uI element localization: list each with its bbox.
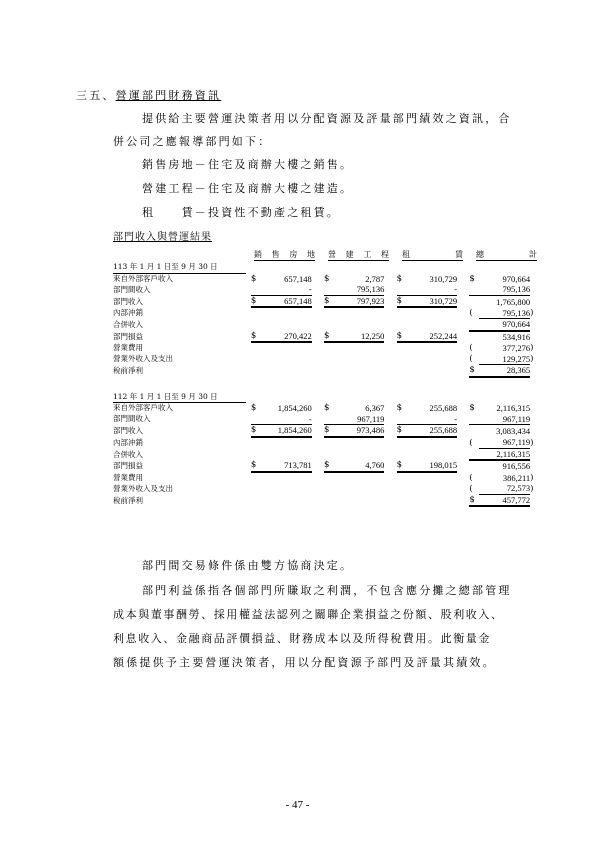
paren-close: ) [530, 483, 534, 494]
cell-lease: 310,729 [406, 295, 457, 307]
cell-total: 970,664 [502, 273, 531, 284]
cell-total: 28,365 [479, 365, 530, 377]
cell-sales: 1,854,260 [261, 425, 312, 437]
cell-pad [457, 472, 465, 484]
currency-sign [397, 365, 407, 377]
cell-pad [457, 307, 465, 319]
cell-total: 795,136 [479, 284, 530, 295]
table-row [113, 460, 538, 472]
currency-sign [469, 331, 479, 343]
table-row [113, 331, 538, 343]
cell-construction [334, 448, 385, 460]
col-header-sales: 銷售房地 [254, 250, 315, 259]
cell-pad [530, 331, 538, 343]
currency-sign [397, 414, 407, 425]
cell-total: 72,573 [479, 483, 530, 494]
cell-pad [312, 460, 320, 472]
currency-sign [469, 414, 479, 425]
note-profit-line-1: 部門利益係指各個部門所賺取之利潤，不包含應分攤之總部管理 [142, 584, 512, 597]
cell-total: 129,275 [479, 354, 530, 365]
currency-sign [469, 425, 479, 437]
cell-total: 2,116,315 [479, 448, 530, 460]
currency-sign: $ [323, 403, 330, 413]
currency-sign [324, 414, 334, 425]
period-header-row [113, 392, 538, 403]
cell-construction: 795,136 [334, 284, 385, 295]
cell-pad [457, 365, 465, 377]
cell-pad [384, 273, 392, 284]
cell-pad [312, 295, 320, 307]
cell-pad [530, 284, 538, 295]
cell-lease: 198,015 [406, 460, 457, 472]
cell-pad [384, 295, 392, 307]
currency-sign [324, 437, 334, 449]
cell-construction [334, 365, 385, 377]
currency-sign [251, 307, 261, 319]
period-header-row [113, 262, 538, 273]
row-label: 內部沖銷 [113, 437, 143, 447]
row-label: 部門收入 [113, 426, 143, 435]
cell-pad [312, 403, 320, 414]
currency-sign: $ [250, 273, 257, 284]
table-row [113, 448, 538, 460]
cell-sales [261, 354, 312, 365]
currency-sign [324, 284, 334, 295]
intro-line-1: 提供給主要營運決策者用以分配資源及評量部門績效之資訊，合 [142, 112, 512, 125]
cell-total: 457,772 [479, 494, 530, 506]
table-row [113, 273, 538, 284]
note-profit-line-4: 額係提供予主要營運決策者，用以分配資源予部門及評量其績效。 [113, 656, 496, 669]
currency-sign: $ [469, 403, 475, 413]
table-row [113, 472, 538, 484]
section-heading [76, 87, 221, 103]
cell-construction [334, 354, 385, 365]
currency-sign [251, 354, 261, 365]
paren-close: ) [530, 308, 534, 318]
cell-pad [384, 494, 392, 506]
cell-lease [406, 483, 457, 494]
cell-total: 1,765,800 [496, 296, 531, 307]
currency-sign [397, 354, 407, 365]
col-header-total: 總計 [476, 250, 537, 259]
cell-pad [384, 365, 392, 377]
cell-construction: 4,760 [334, 460, 385, 472]
cell-sales [261, 342, 312, 354]
segment-lease: 租 賃－投資性不動產之租賃。 [142, 206, 340, 219]
cell-pad [457, 331, 465, 343]
cell-total: 795,136 [479, 307, 530, 319]
cell-construction [334, 342, 385, 354]
paren-close: ) [530, 343, 534, 353]
paren-open: ( [469, 483, 473, 494]
cell-pad [312, 342, 320, 354]
currency-sign [251, 319, 261, 331]
row-label: 合併收入 [113, 320, 143, 329]
cell-pad [530, 460, 538, 472]
cell-sales: 657,148 [284, 273, 312, 284]
cell-lease [406, 448, 457, 460]
table-row [113, 342, 538, 354]
cell-pad [312, 437, 320, 449]
currency-sign [251, 472, 261, 484]
table-row [113, 414, 538, 425]
cell-pad [457, 273, 465, 284]
paren-open: ( [469, 437, 473, 448]
cell-sales [261, 365, 312, 377]
cell-pad [384, 307, 392, 319]
cell-construction [334, 307, 385, 319]
cell-sales: - [261, 284, 312, 295]
cell-construction [334, 483, 385, 494]
cell-pad [457, 448, 465, 460]
cell-pad [312, 365, 320, 377]
currency-sign: $ [469, 273, 475, 284]
period-label: 113 年 1 月 1 日至 9 月 30 日 [113, 262, 246, 273]
cell-pad [312, 273, 320, 284]
col-header-lease: 租賃 [402, 250, 463, 259]
segment-sales: 銷售房地－住宅及商辦大樓之銷售。 [142, 158, 354, 171]
cell-sales [261, 319, 312, 331]
row-label: 稅前淨利 [113, 366, 143, 375]
cell-pad [530, 319, 538, 331]
cell-sales [261, 483, 312, 494]
paren-open: ( [469, 354, 473, 364]
cell-sales [261, 437, 312, 449]
cell-sales: - [261, 414, 312, 425]
table-row [113, 425, 538, 437]
row-label: 部門收入 [113, 296, 143, 306]
cell-pad [312, 354, 320, 365]
cell-pad [312, 472, 320, 484]
currency-sign: $ [469, 365, 479, 377]
cell-total: 3,083,434 [496, 426, 531, 436]
cell-construction: 973,486 [334, 425, 385, 437]
cell-pad [384, 483, 392, 494]
currency-sign [251, 494, 261, 506]
currency-sign [324, 342, 334, 354]
cell-pad [384, 342, 392, 354]
cell-pad [530, 295, 538, 307]
currency-sign: $ [397, 425, 407, 437]
intro-line-2: 併公司之應報導部門如下： [113, 135, 272, 148]
cell-total: 377,276 [502, 343, 531, 353]
paren-open: ( [469, 308, 473, 318]
cell-total: 534,916 [502, 331, 531, 342]
cell-lease [406, 472, 457, 484]
period-label: 112 年 1 月 1 日至 9 月 30 日 [113, 392, 246, 403]
currency-sign [251, 448, 261, 460]
table-row [113, 494, 538, 506]
cell-lease [406, 307, 457, 319]
currency-sign [397, 342, 407, 354]
cell-construction: 967,119 [334, 414, 385, 425]
cell-pad [312, 483, 320, 494]
currency-sign: $ [251, 295, 261, 307]
currency-sign [251, 365, 261, 377]
cell-lease: 255,688 [429, 403, 458, 413]
cell-pad [384, 284, 392, 295]
paren-open: ( [469, 343, 473, 353]
currency-sign [324, 448, 334, 460]
currency-sign: $ [397, 295, 407, 307]
cell-pad [530, 403, 538, 414]
cell-total: 386,211 [502, 472, 531, 483]
currency-sign [324, 354, 334, 365]
table-row [113, 354, 538, 365]
row-label: 合併收入 [113, 449, 143, 459]
row-label: 部門間收入 [113, 414, 151, 423]
cell-pad [384, 331, 392, 343]
cell-construction [334, 437, 385, 449]
paren-open: ( [469, 472, 473, 483]
currency-sign [469, 448, 479, 460]
currency-sign [324, 365, 334, 377]
table-row [113, 403, 538, 414]
paren-close: ) [530, 354, 534, 364]
cell-pad [530, 414, 538, 425]
currency-sign [469, 284, 479, 295]
row-label: 部門損益 [113, 331, 143, 341]
cell-pad [457, 437, 465, 449]
segment-results-table [113, 262, 538, 507]
cell-pad [312, 414, 320, 425]
currency-sign: $ [324, 425, 334, 437]
currency-sign [397, 483, 407, 494]
cell-pad [457, 414, 465, 425]
cell-pad [530, 425, 538, 437]
cell-pad [457, 354, 465, 365]
cell-total: 970,664 [479, 319, 530, 331]
col-header-construction: 營建工程 [328, 250, 389, 259]
cell-sales [261, 448, 312, 460]
cell-pad [457, 425, 465, 437]
row-label: 部門間收入 [113, 284, 151, 294]
cell-pad [312, 425, 320, 437]
cell-lease: 310,729 [429, 273, 458, 284]
cell-pad [384, 414, 392, 425]
cell-pad [312, 494, 320, 506]
cell-lease: 252,244 [406, 331, 457, 343]
cell-pad [384, 460, 392, 472]
currency-sign [324, 472, 334, 484]
currency-sign [324, 494, 334, 506]
cell-pad [457, 295, 465, 307]
cell-pad [457, 403, 465, 414]
cell-pad [312, 319, 320, 331]
table-row [113, 319, 538, 331]
cell-construction: 12,250 [334, 331, 385, 343]
currency-sign [397, 307, 407, 319]
cell-pad [457, 319, 465, 331]
cell-pad [457, 494, 465, 506]
cell-sales [261, 494, 312, 506]
cell-pad [457, 342, 465, 354]
currency-sign [469, 460, 479, 472]
currency-sign: $ [324, 460, 334, 472]
row-label: 營業外收入及支出 [113, 483, 173, 493]
page-number: - 47 - [285, 799, 310, 811]
currency-sign: $ [251, 460, 261, 472]
cell-sales: 713,781 [261, 460, 312, 472]
currency-sign [324, 483, 334, 494]
cell-lease [406, 365, 457, 377]
cell-pad [384, 472, 392, 484]
row-label: 內部沖銷 [113, 308, 143, 317]
cell-lease: - [406, 284, 457, 295]
cell-construction [334, 494, 385, 506]
cell-total: 967,119 [479, 437, 530, 449]
table-row [113, 307, 538, 319]
currency-sign [324, 319, 334, 331]
row-label: 來自外部客戶收入 [113, 403, 173, 412]
cell-pad [384, 403, 392, 414]
currency-sign [397, 494, 407, 506]
currency-sign: $ [396, 273, 403, 284]
cell-pad [457, 284, 465, 295]
cell-pad [384, 354, 392, 365]
cell-construction [334, 319, 385, 331]
note-profit-line-3: 利息收入、金融商品評價損益、財務成本以及所得稅費用。此衡量金 [113, 632, 491, 645]
row-label: 營業費用 [113, 472, 143, 482]
segment-construction: 營建工程－住宅及商辦大樓之建造。 [142, 182, 354, 195]
note-intersegment: 部門間交易條件係由雙方協商決定。 [142, 559, 354, 572]
cell-lease [406, 437, 457, 449]
currency-sign: $ [251, 425, 261, 437]
currency-sign [397, 437, 407, 449]
row-label: 部門損益 [113, 461, 143, 470]
section-number: 三五、 [76, 89, 116, 102]
currency-sign [469, 319, 479, 331]
cell-pad [384, 319, 392, 331]
cell-pad [312, 331, 320, 343]
currency-sign: $ [324, 295, 334, 307]
currency-sign [324, 307, 334, 319]
row-label: 稅前淨利 [113, 495, 143, 505]
cell-sales [261, 472, 312, 484]
table-row [113, 483, 538, 494]
currency-sign [469, 295, 479, 307]
paren-close: ) [530, 437, 534, 448]
paren-close: ) [530, 472, 534, 483]
cell-total: 916,556 [502, 461, 531, 471]
cell-pad [312, 307, 320, 319]
row-label: 營業費用 [113, 343, 143, 352]
cell-pad [457, 483, 465, 494]
cell-total: 2,116,315 [496, 403, 531, 413]
cell-lease: - [406, 414, 457, 425]
row-label: 來自外部客戶收入 [113, 273, 173, 283]
cell-pad [384, 437, 392, 449]
table-row [113, 365, 538, 377]
cell-construction [334, 472, 385, 484]
currency-sign: $ [250, 403, 257, 413]
cell-lease [406, 342, 457, 354]
cell-pad [384, 448, 392, 460]
cell-sales [261, 307, 312, 319]
currency-sign [251, 342, 261, 354]
currency-sign: $ [397, 460, 407, 472]
section-title: 營運部門財務資訊 [115, 89, 222, 102]
currency-sign: $ [396, 403, 403, 413]
currency-sign: $ [251, 331, 261, 343]
currency-sign [251, 414, 261, 425]
cell-sales: 270,422 [261, 331, 312, 343]
currency-sign: $ [397, 331, 407, 343]
cell-sales: 1,854,260 [277, 403, 312, 413]
cell-pad [530, 494, 538, 506]
cell-sales: 657,148 [261, 295, 312, 307]
currency-sign: $ [324, 331, 334, 343]
cell-pad [384, 425, 392, 437]
currency-sign [397, 319, 407, 331]
cell-construction: 6,367 [365, 403, 385, 413]
currency-sign: $ [323, 273, 330, 284]
cell-pad [457, 460, 465, 472]
cell-lease [406, 494, 457, 506]
currency-sign [397, 448, 407, 460]
cell-pad [530, 273, 538, 284]
currency-sign: $ [469, 494, 479, 506]
table-heading: 部門收入與營運結果 [113, 232, 212, 243]
cell-construction: 2,787 [365, 273, 385, 284]
currency-sign [251, 483, 261, 494]
cell-pad [530, 365, 538, 377]
cell-pad [312, 448, 320, 460]
cell-lease: 255,688 [406, 425, 457, 437]
currency-sign [251, 437, 261, 449]
row-label: 營業外收入及支出 [113, 354, 173, 363]
cell-pad [312, 284, 320, 295]
table-row [113, 284, 538, 295]
currency-sign [251, 284, 261, 295]
table-row [113, 295, 538, 307]
currency-sign [397, 284, 407, 295]
currency-sign [397, 472, 407, 484]
table-row [113, 437, 538, 449]
cell-total: 967,119 [479, 414, 530, 425]
table-spacer [113, 377, 538, 392]
cell-construction: 797,923 [334, 295, 385, 307]
note-profit-line-2: 成本與董事酬勞、採用權益法認列之關聯企業損益之份額、股利收入、 [113, 608, 504, 621]
cell-lease [406, 354, 457, 365]
cell-pad [530, 448, 538, 460]
cell-lease [406, 319, 457, 331]
